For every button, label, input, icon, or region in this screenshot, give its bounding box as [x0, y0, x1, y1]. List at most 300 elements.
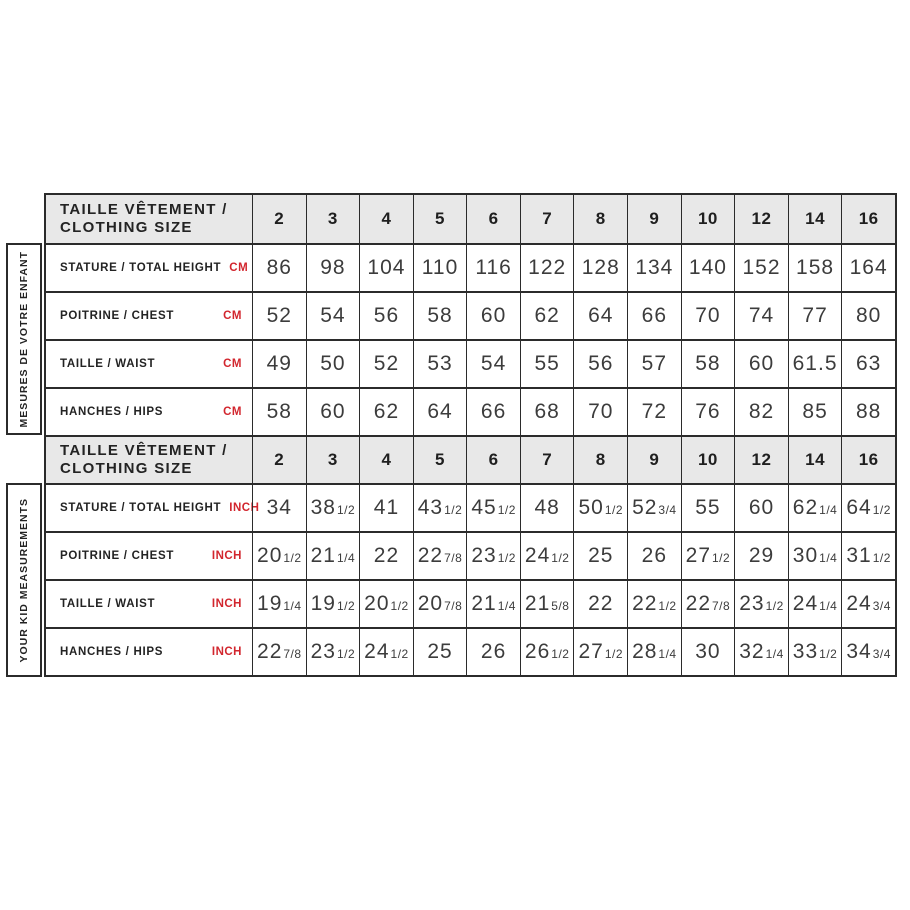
value-cell	[841, 533, 895, 579]
measurement-row	[46, 483, 895, 531]
value-cell	[466, 389, 520, 435]
value-cell	[734, 389, 788, 435]
value-cell	[734, 533, 788, 579]
size-column-header	[413, 195, 467, 243]
value-cell	[681, 293, 735, 339]
value-whole: 38	[310, 496, 336, 519]
value-cell	[627, 629, 681, 675]
size-column-header	[788, 437, 842, 483]
value-cell	[306, 341, 360, 387]
value-cell	[573, 293, 627, 339]
measurement-value	[739, 592, 784, 616]
value-whole: 27	[685, 544, 711, 567]
size-number: 3	[327, 209, 338, 228]
measurement-row	[46, 627, 895, 675]
value-whole: 20	[364, 592, 390, 615]
value-cell	[841, 389, 895, 435]
value-cell	[306, 485, 360, 531]
size-header-row	[46, 195, 895, 243]
measurement-value	[846, 496, 891, 520]
value-fraction: 1/2	[444, 503, 463, 517]
measurement-value: 68	[534, 400, 560, 423]
measurement-label: TAILLE / WAIST	[60, 598, 156, 610]
measurement-value: 22	[588, 592, 614, 615]
value-whole: 20	[417, 592, 444, 615]
measurement-value: 54	[480, 352, 507, 375]
measurement-value	[525, 544, 570, 568]
value-cell	[841, 245, 895, 291]
size-column-header	[734, 437, 788, 483]
size-column-header	[306, 195, 360, 243]
measurement-value	[578, 496, 623, 520]
measurement-value: 52	[266, 304, 292, 327]
value-fraction: 1/4	[765, 647, 784, 661]
value-whole: 22	[417, 544, 444, 567]
value-cell	[466, 533, 520, 579]
clothing-size-label	[60, 442, 228, 479]
size-number: 16	[858, 450, 879, 469]
size-number: 4	[381, 450, 392, 469]
measurement-value: 25	[588, 544, 614, 567]
value-cell	[359, 341, 413, 387]
measurement-value: 116	[475, 256, 512, 279]
unit-label: INCH	[211, 550, 242, 562]
value-cell	[306, 389, 360, 435]
value-fraction: 1/2	[604, 503, 624, 517]
measurement-value	[578, 640, 623, 664]
value-cell	[359, 293, 413, 339]
measurement-value	[739, 640, 784, 664]
value-fraction: 3/4	[872, 647, 891, 661]
measurement-value	[418, 544, 463, 568]
measurement-value	[257, 544, 302, 568]
value-cell	[520, 293, 574, 339]
measurement-value: 80	[855, 304, 882, 327]
value-cell	[841, 293, 895, 339]
side-label-inch: YOUR KID MEASUREMENTS	[18, 497, 30, 663]
measurement-value: 64	[427, 400, 453, 423]
measurement-value: 48	[534, 496, 560, 519]
clothing-size-label-cell	[46, 195, 252, 243]
measurement-value	[686, 544, 731, 568]
size-column-header	[627, 195, 681, 243]
size-number: 9	[649, 450, 660, 469]
value-cell	[734, 629, 788, 675]
size-number: 6	[488, 209, 499, 228]
value-fraction: 3/4	[872, 599, 891, 613]
value-cell	[788, 389, 842, 435]
measurement-value: 41	[373, 496, 400, 519]
value-cell	[306, 629, 360, 675]
value-cell	[520, 389, 574, 435]
value-fraction: 1/4	[819, 599, 838, 613]
value-whole: 50	[578, 496, 604, 519]
value-whole: 24	[846, 592, 872, 615]
measurement-value: 34	[266, 496, 292, 519]
value-cell	[573, 245, 627, 291]
value-cell	[788, 581, 842, 627]
value-fraction: 1/2	[712, 551, 731, 565]
size-number: 12	[751, 209, 772, 228]
value-whole: 34	[846, 640, 872, 663]
value-whole: 19	[310, 592, 336, 615]
value-cell	[627, 485, 681, 531]
value-cell	[573, 629, 627, 675]
value-fraction: 1/2	[819, 647, 838, 661]
measurement-label-cell	[46, 293, 252, 339]
measurement-label-cell	[46, 629, 252, 675]
size-number: 6	[488, 450, 499, 469]
measurement-value: 56	[373, 304, 400, 327]
value-whole: 27	[578, 640, 604, 663]
side-label-cm-box	[6, 243, 42, 435]
value-cell	[841, 581, 895, 627]
size-column-header	[466, 195, 520, 243]
value-whole: 26	[524, 640, 551, 663]
value-whole: 22	[685, 592, 711, 615]
value-whole: 24	[792, 592, 819, 615]
value-whole: 30	[792, 544, 819, 567]
unit-label: CM	[223, 310, 242, 322]
size-number: 10	[697, 209, 718, 228]
value-cell	[681, 533, 735, 579]
size-table	[44, 193, 897, 677]
value-cell	[413, 533, 467, 579]
value-cell	[252, 389, 306, 435]
value-whole: 24	[364, 640, 390, 663]
unit-label: CM	[223, 406, 242, 418]
value-whole: 19	[257, 592, 283, 615]
size-number: 14	[805, 209, 826, 228]
value-fraction: 1/2	[872, 551, 891, 565]
measurement-value: 55	[695, 496, 721, 519]
size-number: 16	[858, 209, 879, 228]
measurement-value	[793, 640, 838, 664]
value-fraction: 1/4	[336, 551, 356, 565]
measurement-value: 76	[695, 400, 721, 423]
size-column-header	[252, 195, 306, 243]
measurement-value	[471, 496, 516, 520]
measurement-label: POITRINE / CHEST	[60, 550, 175, 562]
value-cell	[413, 245, 467, 291]
size-column-header	[681, 195, 735, 243]
measurement-label-cell	[46, 341, 252, 387]
value-whole: 62	[792, 496, 819, 519]
size-column-header	[681, 437, 735, 483]
value-fraction: 1/2	[283, 551, 302, 565]
unit-label: INCH	[211, 598, 242, 610]
value-cell	[252, 581, 306, 627]
measurement-label-cell	[46, 581, 252, 627]
size-header-row	[46, 435, 895, 483]
measurement-value: 134	[635, 256, 674, 279]
value-whole: 43	[417, 496, 444, 519]
value-fraction: 1/2	[336, 503, 356, 517]
size-column-header	[359, 437, 413, 483]
value-fraction: 1/4	[819, 503, 838, 517]
value-cell	[359, 485, 413, 531]
size-column-header	[573, 437, 627, 483]
size-column-header	[627, 437, 681, 483]
value-whole: 45	[471, 496, 497, 519]
value-cell	[681, 629, 735, 675]
measurement-value: 140	[688, 256, 727, 279]
value-cell	[306, 245, 360, 291]
value-cell	[413, 581, 467, 627]
value-cell	[413, 629, 467, 675]
measurement-value: 60	[748, 496, 775, 519]
measurement-value: 66	[480, 400, 507, 423]
measurement-value	[364, 640, 409, 664]
measurement-value: 63	[855, 352, 882, 375]
size-column-header	[413, 437, 467, 483]
size-number: 3	[327, 450, 338, 469]
value-cell	[734, 581, 788, 627]
measurement-value	[632, 592, 677, 616]
value-cell	[520, 485, 574, 531]
value-fraction: 1/2	[765, 599, 784, 613]
value-fraction: 7/8	[712, 599, 731, 613]
measurement-value	[311, 640, 356, 664]
unit-label: CM	[229, 262, 249, 274]
measurement-value: 88	[855, 400, 882, 423]
size-number: 8	[595, 450, 606, 469]
measurement-value	[471, 544, 516, 568]
size-column-header	[359, 195, 413, 243]
value-cell	[681, 245, 735, 291]
value-fraction: 7/8	[444, 599, 463, 613]
value-cell	[627, 389, 681, 435]
value-fraction: 1/2	[390, 647, 409, 661]
unit-label: CM	[223, 358, 242, 370]
value-cell	[520, 629, 574, 675]
measurement-value	[257, 640, 302, 664]
measurement-value: 122	[528, 256, 567, 279]
value-cell	[573, 485, 627, 531]
value-cell	[573, 533, 627, 579]
measurement-value	[418, 592, 463, 616]
measurement-value: 66	[641, 304, 668, 327]
measurement-value: 54	[320, 304, 346, 327]
value-cell	[681, 581, 735, 627]
value-cell	[734, 245, 788, 291]
measurement-value: 57	[641, 352, 668, 375]
measurement-row	[46, 387, 895, 435]
size-number: 4	[381, 209, 392, 228]
unit-label: INCH	[229, 502, 260, 514]
measurement-value: 104	[367, 256, 406, 279]
unit-label: INCH	[211, 646, 242, 658]
value-cell	[734, 341, 788, 387]
value-cell	[788, 293, 842, 339]
value-fraction: 1/2	[604, 647, 624, 661]
size-number: 8	[595, 209, 606, 228]
value-whole: 32	[739, 640, 765, 663]
size-column-header	[466, 437, 520, 483]
measurement-value	[311, 496, 356, 520]
value-whole: 23	[739, 592, 765, 615]
measurement-value: 60	[748, 352, 775, 375]
value-cell	[359, 533, 413, 579]
value-cell	[252, 341, 306, 387]
measurement-value: 60	[480, 304, 507, 327]
measurement-value: 30	[695, 640, 721, 663]
value-cell	[359, 245, 413, 291]
measurement-value: 56	[588, 352, 614, 375]
value-cell	[466, 245, 520, 291]
measurement-value: 62	[534, 304, 560, 327]
value-whole: 21	[310, 544, 336, 567]
size-column-header	[788, 195, 842, 243]
value-cell	[359, 581, 413, 627]
measurement-value	[793, 496, 838, 520]
measurement-row	[46, 579, 895, 627]
value-whole: 28	[632, 640, 658, 663]
measurement-value: 82	[748, 400, 775, 423]
measurement-value	[471, 592, 516, 616]
size-number: 10	[697, 450, 718, 469]
measurement-value	[793, 592, 838, 616]
value-cell	[788, 629, 842, 675]
value-fraction: 1/2	[497, 503, 516, 517]
measurement-value: 85	[802, 400, 828, 423]
value-cell	[788, 341, 842, 387]
measurement-value: 49	[266, 352, 292, 375]
measurement-value: 77	[802, 304, 828, 327]
size-column-header	[252, 437, 306, 483]
value-cell	[788, 485, 842, 531]
measurement-value: 26	[480, 640, 507, 663]
value-cell	[306, 533, 360, 579]
value-fraction: 1/2	[497, 551, 516, 565]
size-number: 7	[542, 450, 553, 469]
value-cell	[841, 341, 895, 387]
measurement-label: STATURE / TOTAL HEIGHT	[60, 502, 222, 514]
value-whole: 20	[257, 544, 283, 567]
value-cell	[252, 293, 306, 339]
value-cell	[520, 581, 574, 627]
value-cell	[788, 533, 842, 579]
value-cell	[627, 245, 681, 291]
measurement-value: 64	[588, 304, 614, 327]
value-cell	[520, 341, 574, 387]
value-cell	[359, 389, 413, 435]
value-cell	[413, 341, 467, 387]
measurement-value: 98	[320, 256, 346, 279]
value-cell	[466, 293, 520, 339]
value-fraction: 1/2	[872, 503, 891, 517]
measurement-row	[46, 339, 895, 387]
measurement-label-cell	[46, 389, 252, 435]
size-number: 12	[751, 450, 772, 469]
value-cell	[573, 341, 627, 387]
value-cell	[520, 533, 574, 579]
measurement-value: 128	[581, 256, 620, 279]
value-fraction: 1/2	[336, 599, 356, 613]
measurement-value	[793, 544, 838, 568]
value-fraction: 3/4	[658, 503, 677, 517]
measurement-value: 164	[849, 256, 888, 279]
size-column-header	[841, 437, 895, 483]
value-fraction: 1/4	[497, 599, 516, 613]
measurement-label: TAILLE / WAIST	[60, 358, 156, 370]
value-cell	[252, 485, 306, 531]
measurement-value	[525, 592, 570, 616]
clothing-size-label-cell	[46, 437, 252, 483]
measurement-value	[311, 544, 356, 568]
clothing-size-label-line2: CLOTHING SIZE	[60, 219, 193, 236]
size-column-header	[520, 437, 574, 483]
value-whole: 22	[632, 592, 658, 615]
value-cell	[413, 293, 467, 339]
measurement-value	[846, 592, 891, 616]
measurement-value: 72	[641, 400, 668, 423]
value-cell	[788, 245, 842, 291]
value-cell	[466, 485, 520, 531]
measurement-value	[257, 592, 302, 616]
value-cell	[627, 581, 681, 627]
measurement-value: 70	[588, 400, 614, 423]
value-fraction: 1/4	[658, 647, 677, 661]
measurement-value: 86	[266, 256, 292, 279]
value-whole: 23	[310, 640, 336, 663]
measurement-label: POITRINE / CHEST	[60, 310, 175, 322]
value-fraction: 5/8	[551, 599, 570, 613]
value-cell	[734, 485, 788, 531]
value-cell	[466, 629, 520, 675]
measurement-value: 25	[427, 640, 453, 663]
measurement-value	[632, 496, 677, 520]
measurement-value	[364, 592, 409, 616]
value-cell	[573, 581, 627, 627]
measurement-value: 61.5	[792, 352, 838, 375]
size-column-header	[306, 437, 360, 483]
value-whole: 24	[524, 544, 551, 567]
size-number: 9	[649, 209, 660, 228]
measurement-value	[311, 592, 356, 616]
measurement-value	[686, 592, 731, 616]
measurement-value	[632, 640, 677, 664]
value-cell	[520, 245, 574, 291]
value-fraction: 1/2	[551, 647, 570, 661]
measurement-value: 50	[320, 352, 346, 375]
measurement-value: 62	[373, 400, 400, 423]
value-fraction: 7/8	[444, 551, 463, 565]
measurement-value: 58	[266, 400, 292, 423]
size-column-header	[520, 195, 574, 243]
measurement-label-cell	[46, 245, 252, 291]
size-number: 2	[274, 450, 285, 469]
measurement-row	[46, 531, 895, 579]
value-whole: 23	[471, 544, 497, 567]
value-cell	[841, 485, 895, 531]
value-fraction: 7/8	[283, 647, 302, 661]
size-number: 7	[542, 209, 553, 228]
value-cell	[573, 389, 627, 435]
measurement-value	[846, 544, 891, 568]
value-whole: 33	[792, 640, 819, 663]
value-fraction: 1/2	[336, 647, 356, 661]
value-fraction: 1/2	[658, 599, 677, 613]
value-whole: 64	[846, 496, 872, 519]
value-cell	[466, 341, 520, 387]
measurement-value	[525, 640, 570, 664]
value-cell	[681, 485, 735, 531]
measurement-row	[46, 243, 895, 291]
measurement-value: 58	[695, 352, 721, 375]
measurement-value: 74	[748, 304, 775, 327]
measurement-value	[846, 640, 891, 664]
